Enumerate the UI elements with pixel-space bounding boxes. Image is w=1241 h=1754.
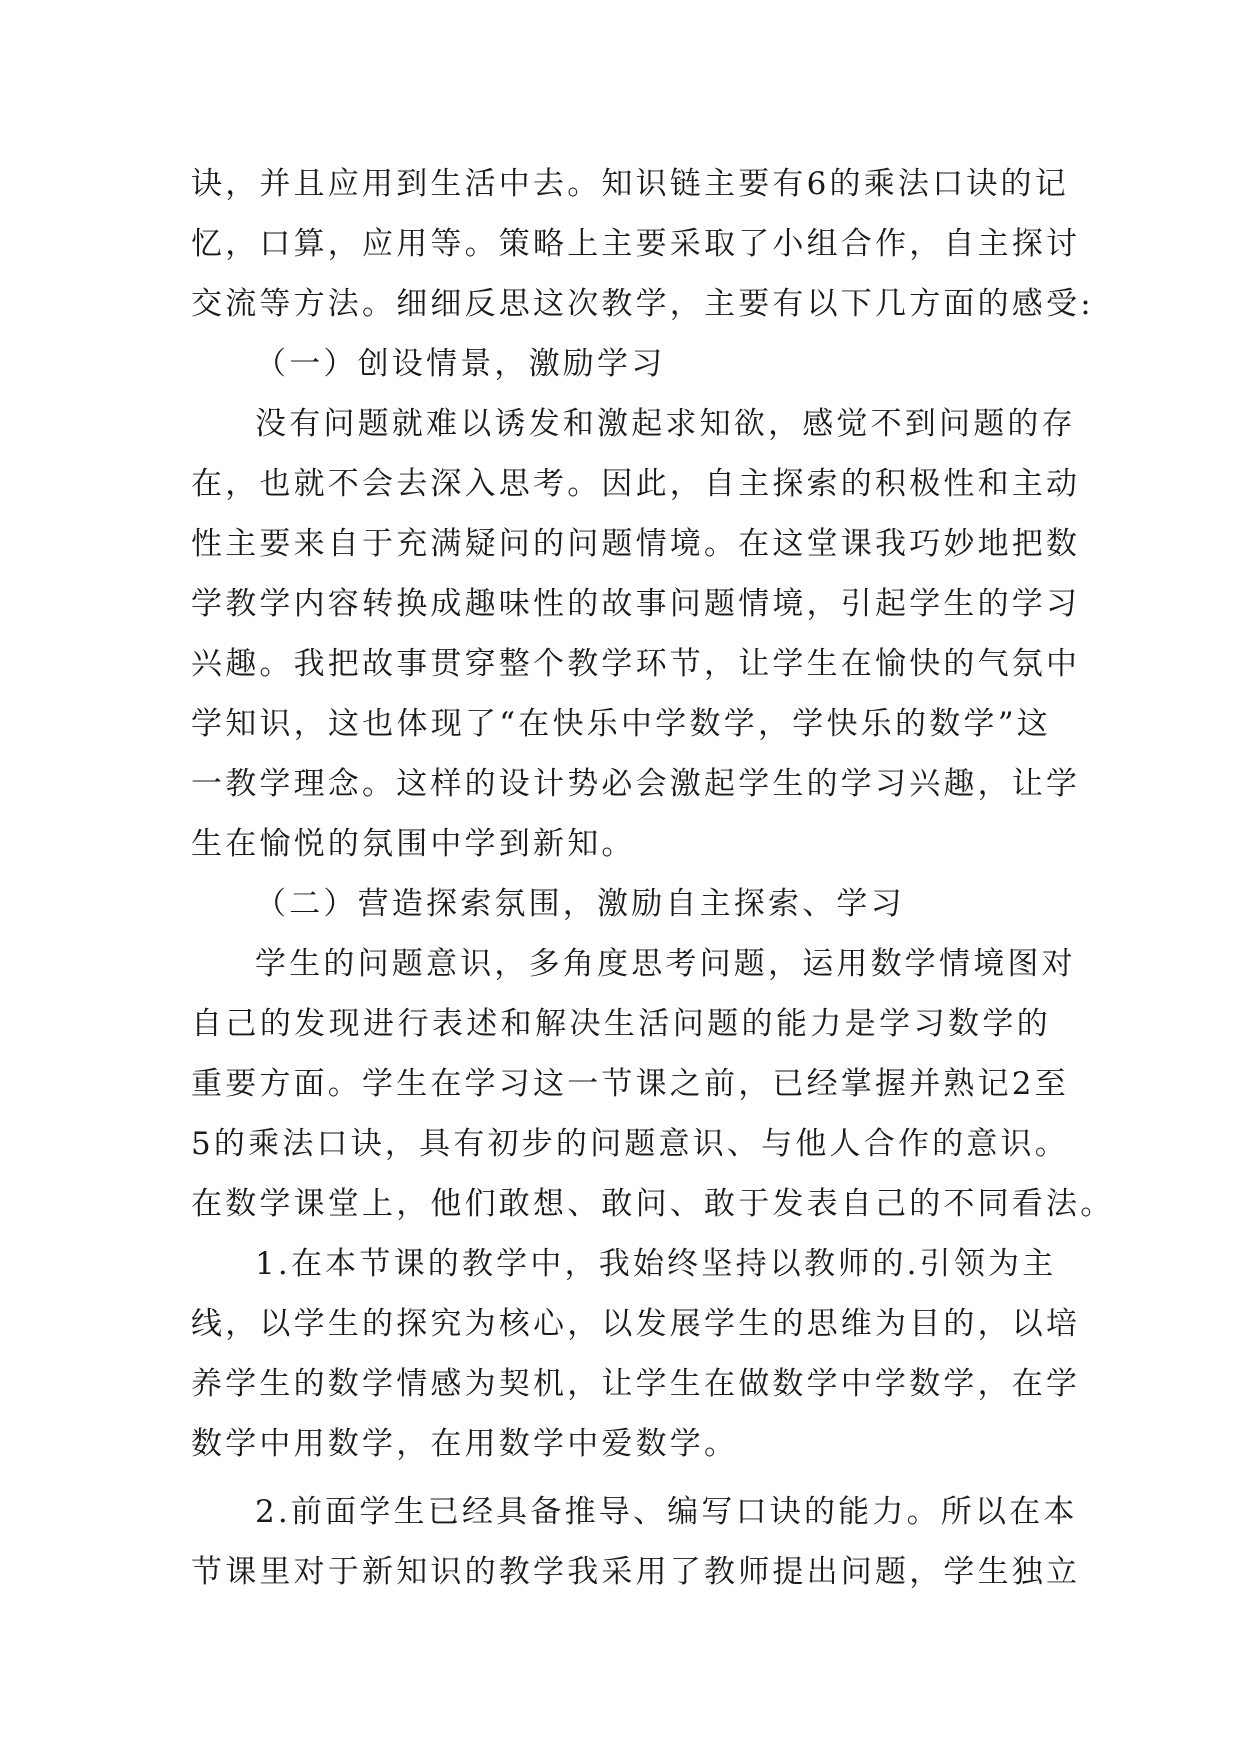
text-line: 没有问题就难以诱发和激起求知欲，感觉不到问题的存: [255, 406, 1076, 442]
paragraph-section-2: [191, 934, 1115, 1234]
text-line: 重要方面。学生在学习这一节课之前，已经掌握并熟记2至: [191, 1066, 1069, 1102]
text-line: 5的乘法口诀，具有初步的问题意识、与他人合作的意识。: [191, 1126, 1069, 1162]
text-line: 交流等方法。细细反思这次教学，主要有以下几方面的感受:: [191, 286, 1094, 322]
heading-text: （二）营造探索氛围，激励自主探索、学习: [255, 886, 905, 922]
text-line: 学知识，这也体现了“在快乐中学数学，学快乐的数学”这: [191, 706, 1051, 742]
text-line: 生在愉悦的氛围中学到新知。: [191, 826, 636, 862]
text-line: 诀，并且应用到生活中去。知识链主要有6的乘法口诀的记: [191, 166, 1069, 202]
paragraph-point-1: [191, 1234, 1081, 1474]
document-body: [191, 154, 1115, 1602]
text-line: 在数学课堂上，他们敢想、敢问、敢于发表自己的不同看法。: [191, 1186, 1115, 1222]
section-heading-2: [191, 874, 1051, 934]
text-line: 线，以学生的探究为核心，以发展学生的思维为目的，以培: [191, 1306, 1081, 1342]
paragraph-intro-continued: [191, 154, 1094, 334]
text-line: 养学生的数学情感为契机，让学生在做数学中学数学，在学: [191, 1366, 1081, 1402]
text-line: 学教学内容转换成趣味性的故事问题情境，引起学生的学习: [191, 586, 1081, 622]
section-heading-1: [191, 334, 1051, 394]
text-line: 学生的问题意识，多角度思考问题，运用数学情境图对: [255, 946, 1076, 982]
paragraph-section-1: [191, 394, 1081, 874]
text-line: 数学中用数学，在用数学中爱数学。: [191, 1426, 739, 1462]
text-line: 自己的发现进行表述和解决生活问题的能力是学习数学的: [191, 1006, 1051, 1042]
text-line: 1.在本节课的教学中，我始终坚持以教师的.引领为主: [255, 1246, 1057, 1282]
text-line: 兴趣。我把故事贯穿整个教学环节，让学生在愉快的气氛中: [191, 646, 1081, 682]
text-line: 节课里对于新知识的教学我采用了教师提出问题，学生独立: [191, 1554, 1081, 1590]
text-line: 忆，口算，应用等。策略上主要采取了小组合作，自主探讨: [191, 226, 1081, 262]
text-line: 2.前面学生已经具备推导、编写口诀的能力。所以在本: [255, 1494, 1078, 1530]
text-line: 性主要来自于充满疑问的问题情境。在这堂课我巧妙地把数: [191, 526, 1081, 562]
heading-text: （一）创设情景，激励学习: [255, 346, 666, 382]
text-line: 一教学理念。这样的设计势必会激起学生的学习兴趣，让学: [191, 766, 1081, 802]
text-line: 在，也就不会去深入思考。因此，自主探索的积极性和主动: [191, 466, 1081, 502]
paragraph-point-2: [191, 1482, 1081, 1602]
